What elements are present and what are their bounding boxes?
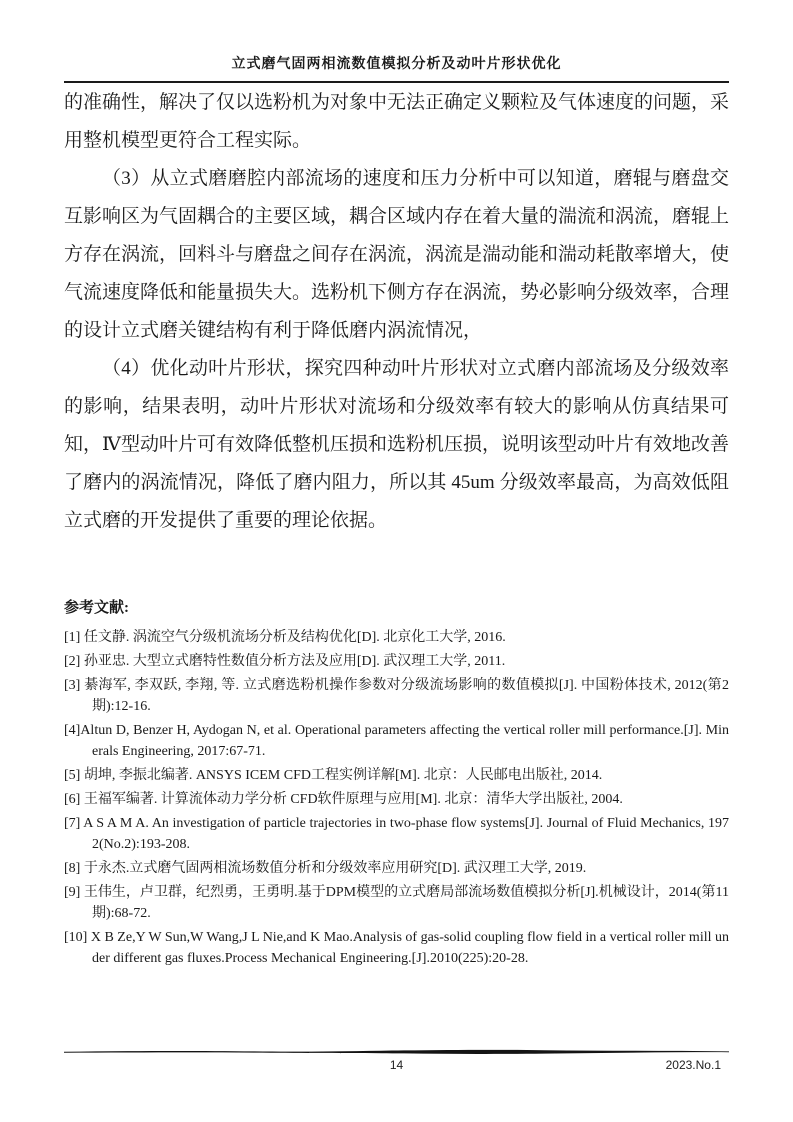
page-footer xyxy=(64,1058,729,1076)
reference-item: [8] 于永杰.立式磨气固两相流场数值分析和分级效率应用研究[D]. 武汉理工大学, 2019. xyxy=(64,861,587,876)
page-header xyxy=(64,54,729,83)
page-number: 14 xyxy=(389,1058,404,1072)
paragraph: （3）从立式磨磨腔内部流场的速度和压力分析中可以知道，磨辊与磨盘交互影响区为气固耦合的主要区域，耦合区域内存在着大量的湍流和涡流，磨辊上方存在涡流，回料斗与磨盘之间存在涡流，涡流是湍动能和湍动耗散率增大，使气流速度降低和能量损失大。选粉机下侧方存在涡流，势必影响分级效率，合理的设计立式磨关键结构有利于降低磨内涡流情况， xyxy=(64,168,730,341)
footer-rule xyxy=(64,1047,729,1057)
issue-label: 2023.No.1 xyxy=(665,1058,721,1072)
reference-item: [1] 任文静. 涡流空气分级机流场分析及结构优化[D]. 北京化工大学, 2016. xyxy=(64,630,506,645)
references-section xyxy=(64,597,729,972)
reference-item: [7] A S A M A. An investigation of particle trajectories in two-phase flow systems[J]. Journal of Fluid Mechanics, 1972(No.2):193-208. xyxy=(64,816,729,852)
reference-item: [9] 王伟生，卢卫群，纪烈勇，王勇明.基于DPM模型的立式磨局部流场数值模拟分析[J].机械设计，2014(第11期):68-72. xyxy=(64,885,729,921)
reference-item: [2] 孙亚忠. 大型立式磨特性数值分析方法及应用[D]. 武汉理工大学, 2011. xyxy=(64,654,506,669)
paragraph: （4）优化动叶片形状，探究四种动叶片形状对立式磨内部流场及分级效率的影响，结果表明，动叶片形状对流场和分级效率有较大的影响从仿真结果可知，Ⅳ型动叶片可有效降低整机压损和选粉机压损，说明该型动叶片有效地改善了磨内的涡流情况，降低了磨内阻力，所以其 45um 分级效率最高，为高效低阻立式磨的开发提供了重要的理论依据。 xyxy=(64,358,729,531)
references-heading: 参考文献: xyxy=(64,600,129,616)
paragraph: 的准确性，解决了仅以选粉机为对象中无法正确定义颗粒及气体速度的问题，采用整机模型更符合工程实际。 xyxy=(64,92,730,151)
reference-item: [6] 王福军编著. 计算流体动力学分析 CFD软件原理与应用[M]. 北京：清华大学出版社, 2004. xyxy=(64,792,623,807)
reference-item: [5] 胡坤, 李振北编著. ANSYS ICEM CFD工程实例详解[M]. 北京：人民邮电出版社, 2014. xyxy=(64,768,603,783)
reference-item: [10] X B Ze,Y W Sun,W Wang,J L Nie,and K Mao.Analysis of gas-solid coupling flow field in a vertical roller mill under different gas fluxes.Process Mechanical Engineering.[J].2010(225):20-28. xyxy=(64,930,729,966)
reference-item: [3] 綦海军, 李双跃, 李翔, 等. 立式磨选粉机操作参数对分级流场影响的数值模拟[J]. 中国粉体技术, 2012(第2期):12-16. xyxy=(64,678,729,714)
body-text xyxy=(64,84,729,540)
reference-item: [4]Altun D, Benzer H, Aydogan N, et al. Operational parameters affecting the vertical roller mill performance.[J]. Minerals Engineering, 2017:67-71. xyxy=(64,723,729,759)
header-title: 立式磨气固两相流数值模拟分析及动叶片形状优化 xyxy=(231,57,562,72)
